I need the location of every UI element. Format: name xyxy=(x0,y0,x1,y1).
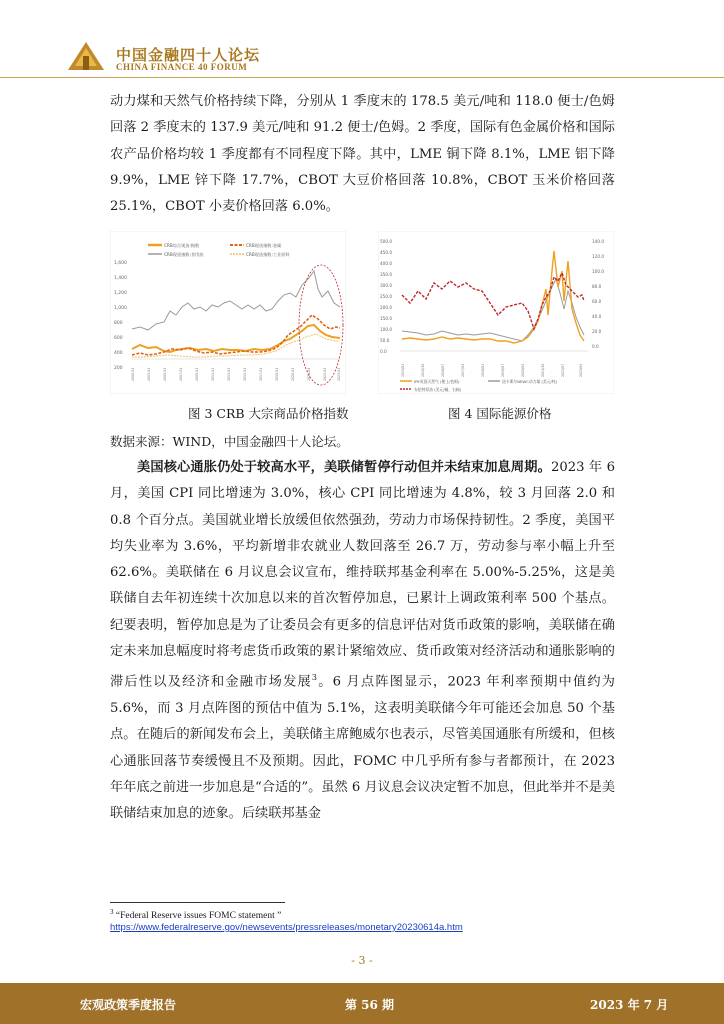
paragraph-tail: 。6 月点阵图显示，2023 年利率预期中值约为 5.6%，而 3 月点阵图的预估中值为 5.1%，这表明美联储今年可能还会加息 50 个基点。在随后的新闻发布会上，美联储主席鲍威尔也表示，尽管美国通胀有所缓和，但核心通胀回落节奏缓慢且不及预期。因此，FOMC 中几乎所有参与者都预计，在 2023 年年底之前进一步加息是“合适的”。虽然 6 月议息会议决定暂不加息，但此举并不是美联储结束加息的迹象。后续联邦基金 xyxy=(110,674,616,822)
svg-text:2018/01: 2018/01 xyxy=(481,363,485,377)
fig4-legend-label-2: 纽卡斯尔NEWC动力煤 (美元/吨) xyxy=(502,379,558,384)
fig4-ytick-right: 40.0 xyxy=(592,314,602,319)
fig3-ytick: 1,000 xyxy=(114,306,127,311)
body-paragraph-1: 动力煤和天然气价格持续下降，分别从 1 季度末的 178.5 美元/吨和 118.0 便士/色姆回落 2 季度末的 137.9 美元/吨和 91.2 便士/色姆。2 季度，国际有色金属价格和国际农产品价格均较 1 季度都有不同程度下降。其中，LME 铜下降 8.1%，LME 铝下降 9.9%，LME 锌下降 17.7%，CBOT 大豆价格回落 10.8%，CBOT 玉米价格回落 25.1%，CBOT 小麦价格回落 6.0%。 xyxy=(110,94,615,215)
footnote-divider xyxy=(110,902,285,903)
header-divider xyxy=(0,77,724,78)
footnote-ref[interactable]: 3 xyxy=(311,673,318,683)
svg-text:2015/10: 2015/10 xyxy=(421,363,425,377)
fig4-ytick-left: 50.0 xyxy=(380,338,390,343)
svg-text:2003-01: 2003-01 xyxy=(147,367,151,381)
svg-text:2015-01: 2015-01 xyxy=(243,367,247,381)
fig4-ytick-right: 0.0 xyxy=(592,344,599,349)
svg-text:2023/04: 2023/04 xyxy=(579,363,583,377)
fig4-ytick-right: 60.0 xyxy=(592,299,602,304)
svg-text:2013-01: 2013-01 xyxy=(227,367,231,381)
svg-text:2022/07: 2022/07 xyxy=(561,363,565,377)
fig4-ytick-left: 200.0 xyxy=(380,305,392,310)
svg-text:2019/07: 2019/07 xyxy=(501,363,505,377)
svg-text:2017-01: 2017-01 xyxy=(259,367,263,381)
figure-3-caption: 图 3 CRB 大宗商品价格指数 xyxy=(188,406,349,421)
svg-text:2015/01: 2015/01 xyxy=(401,363,405,377)
page-footer xyxy=(0,983,724,1024)
fig4-ytick-left: 150.0 xyxy=(380,316,392,321)
figure-3-crb-chart xyxy=(110,231,346,394)
fig4-ytick-left: 0.0 xyxy=(380,349,387,354)
fig3-ytick: 1,600 xyxy=(114,261,127,266)
forum-logo-icon xyxy=(66,40,106,72)
svg-text:2022-01: 2022-01 xyxy=(323,367,327,381)
fig4-ytick-left: 450.0 xyxy=(380,250,392,255)
svg-text:2000-01: 2000-01 xyxy=(131,367,135,381)
fig3-ytick: 400 xyxy=(114,351,123,356)
svg-text:2009-01: 2009-01 xyxy=(195,367,199,381)
fig3-legend-label-1: CRB综合现货:指数 xyxy=(164,243,200,248)
fig3-ytick: 1,400 xyxy=(114,276,127,281)
fig4-ytick-right: 140.0 xyxy=(592,239,604,244)
fig3-legend-label-3: CRB现货指数:食用油 xyxy=(164,252,204,257)
footnote-link[interactable]: https://www.federalreserve.gov/newsevents/pressreleases/monetary20230614a.htm xyxy=(110,922,463,933)
svg-text:2007-01: 2007-01 xyxy=(179,367,183,381)
svg-text:2016/07: 2016/07 xyxy=(441,363,445,377)
figure-4-energy-chart xyxy=(378,231,614,394)
svg-text:2023-01: 2023-01 xyxy=(337,367,341,381)
fig3-ytick: 800 xyxy=(114,321,123,326)
body-paragraph-2 xyxy=(110,455,615,828)
svg-text:2020-01: 2020-01 xyxy=(291,367,295,381)
svg-text:2020/04: 2020/04 xyxy=(521,363,525,377)
org-name-en: CHINA FINANCE 40 FORUM xyxy=(116,62,248,72)
fig4-ytick-left: 500.0 xyxy=(380,239,392,244)
fig4-ytick-right: 80.0 xyxy=(592,284,602,289)
fig3-ytick: 200 xyxy=(114,366,123,371)
footnote-title: $^3$ “Federal Reserve issues FOMC statement ” xyxy=(110,908,282,922)
figure-4-caption: 图 4 国际能源价格 xyxy=(448,406,552,421)
paragraph-lead-sentence: 美国核心通胀仍处于较高水平，美联储暂停行动但并未结束加息周期。 xyxy=(137,460,551,475)
footer-report-title: 宏观政策季度报告 xyxy=(80,998,177,1012)
page-number: - 3 - xyxy=(351,954,373,967)
svg-text:2005-01: 2005-01 xyxy=(163,367,167,381)
fig4-ytick-right: 20.0 xyxy=(592,329,602,334)
page-header xyxy=(0,0,724,78)
footer-issue: 第 56 期 xyxy=(345,998,395,1012)
svg-text:2011-01: 2011-01 xyxy=(211,367,215,381)
footer-date: 2023 年 7 月 xyxy=(590,998,669,1012)
svg-text:2021-01: 2021-01 xyxy=(307,367,311,381)
fig3-legend-label-2: CRB现货指数:金属 xyxy=(246,243,282,248)
fig4-ytick-left: 300.0 xyxy=(380,283,392,288)
fig4-legend-label-3: 布伦特原油 (美元/桶，右轴) xyxy=(414,387,462,392)
fig4-ytick-left: 350.0 xyxy=(380,272,392,277)
fig4-ytick-left: 250.0 xyxy=(380,294,392,299)
fig4-legend-label-1: IPE英国天然气 (便士/色姆) xyxy=(414,379,460,384)
fig3-legend-label-4: CRB现货指数:工业原料 xyxy=(246,252,290,257)
svg-text:2019-01: 2019-01 xyxy=(275,367,279,381)
fig3-ytick: 1,200 xyxy=(114,291,127,296)
fig4-ytick-left: 400.0 xyxy=(380,261,392,266)
org-name-cn: 中国金融四十人论坛 xyxy=(116,46,261,64)
paragraph-body: 2023 年 6 月，美国 CPI 同比增速为 3.0%，核心 CPI 同比增速为 4.8%，较 3 月回落 2.0 和 0.8 个百分点。美国就业增长放缓但依然强劲，劳动力市场保持韧性。2 季度，美国平均失业率为 3.6%，平均新增非农就业人数回落至 26.7 万，劳动参与率小幅上升至 62.6%。美联储在 6 月议息会议宣布，维持联邦基金利率在 5.00%-5.25%，这是美联储自去年初连续十次加息以来的首次暂停加息，已累计上调政策利率 500 个基点。纪要表明，暂停加息是为了让委员会有更多的信息评估对货币政策的影响，美联储在确定未来加息幅度时将考虑货币政策的累计紧缩效应、货币政策对经济活动和通胀影响的滞后性以及经济和金融市场发展 xyxy=(110,460,615,690)
fig3-ytick: 600 xyxy=(114,336,123,341)
fig4-ytick-left: 100.0 xyxy=(380,327,392,332)
fig4-ytick-right: 100.0 xyxy=(592,269,604,274)
svg-text:2017/04: 2017/04 xyxy=(461,363,465,377)
fig4-ytick-right: 120.0 xyxy=(592,254,604,259)
data-source-note: 数据来源：WIND，中国金融四十人论坛。 xyxy=(110,434,349,449)
svg-text:2021/10: 2021/10 xyxy=(541,363,545,377)
